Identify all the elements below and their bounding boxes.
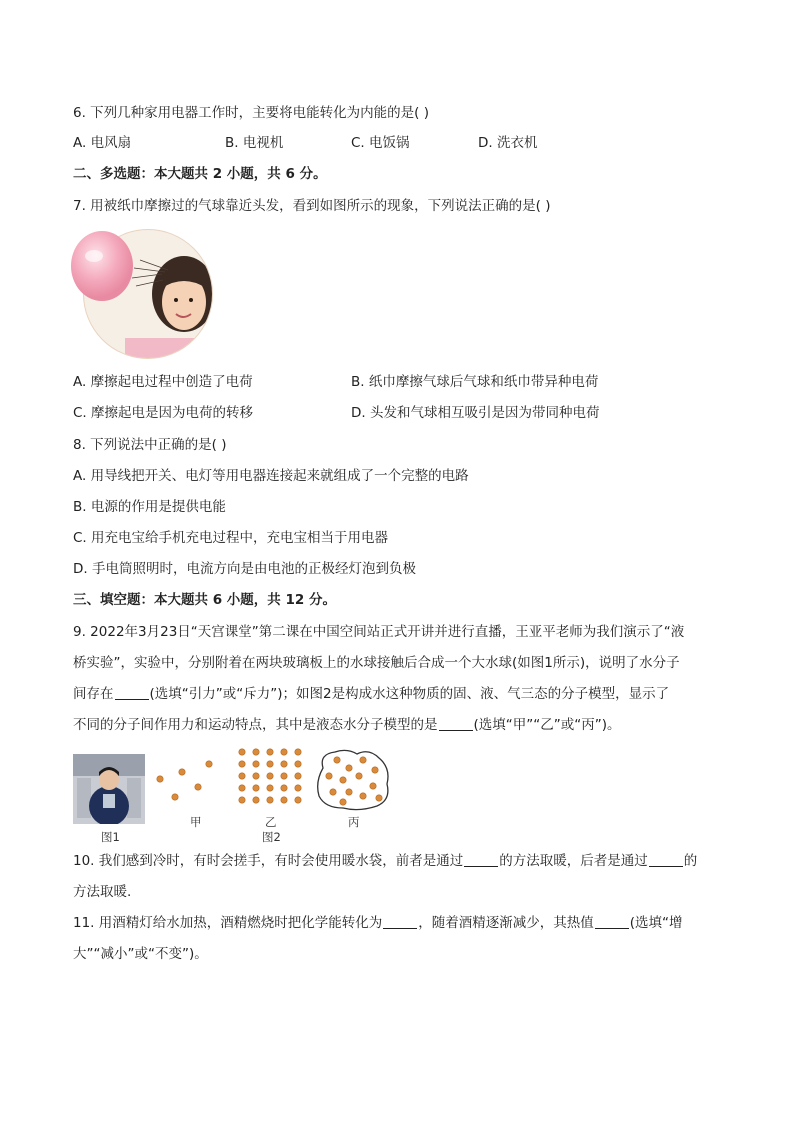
q10-line1-text-b: 的方法取暖，后者是通过 — [499, 853, 648, 869]
solid-molecule — [295, 773, 301, 779]
q9-blank-2[interactable] — [439, 716, 473, 731]
q9-line2: 桥实验”，实验中，分别附着在两块玻璃板上的水球接触后合成一个大水球(如图1所示)，说明了水分子 — [73, 655, 680, 671]
q11-line1-text-c: (选填“增 — [629, 915, 683, 931]
q6-option-c: C. 电饭锅 — [351, 135, 410, 151]
q9-line4 — [73, 715, 621, 735]
solid-molecule — [295, 761, 301, 767]
q11-blank-2[interactable] — [595, 914, 629, 929]
q10-blank-2[interactable] — [649, 852, 683, 867]
section3-title: 三、填空题：本大题共 6 小题，共 12 分。 — [73, 592, 336, 608]
q6-option-a: A. 电风扇 — [73, 135, 132, 151]
fig2-caption: 图2 — [262, 830, 281, 844]
q9-line4-text-a: 不同的分子间作用力和运动特点，其中是液态水分子模型的是 — [73, 717, 438, 733]
q10-line1-text-a: 10. 我们感到冷时，有时会搓手，有时会使用暖水袋，前者是通过 — [73, 853, 464, 869]
solid-molecule — [239, 797, 245, 803]
solid-molecule — [295, 797, 301, 803]
q7-option-a: A. 摩擦起电过程中创造了电荷 — [73, 374, 253, 390]
q11-line1-text-a: 11. 用酒精灯给水加热，酒精燃烧时把化学能转化为 — [73, 915, 383, 931]
q11-line1 — [73, 913, 683, 933]
solid-molecule — [267, 797, 273, 803]
solid-molecule — [253, 749, 259, 755]
q9-line3-text-b: (选填“引力”或“斥力”)；如图2是构成水这种物质的固、液、气三态的分子模型，显示了 — [149, 686, 670, 702]
q10-blank-1[interactable] — [464, 852, 498, 867]
q11-line2: 大”“减小”或“不变”)。 — [73, 946, 208, 962]
q8-option-b: B. 电源的作用是提供电能 — [73, 499, 226, 515]
section2-title: 二、多选题：本大题共 2 小题，共 6 分。 — [73, 166, 327, 182]
solid-molecule-model — [234, 746, 306, 806]
q11-line1-text-b: ，随着酒精逐渐减少，其热值 — [418, 915, 594, 931]
solid-molecule — [239, 785, 245, 791]
solid-molecule — [267, 761, 273, 767]
q7-option-c: C. 摩擦起电是因为电荷的转移 — [73, 405, 254, 421]
q11-blank-1[interactable] — [383, 914, 417, 929]
solid-molecule — [281, 797, 287, 803]
q9-blank-1[interactable] — [115, 685, 149, 700]
solid-molecule — [253, 797, 259, 803]
q8-option-a: A. 用导线把开关、电灯等用电器连接起来就组成了一个完整的电路 — [73, 468, 469, 484]
q10-line2: 方法取暖. — [73, 884, 132, 900]
q9-line3 — [73, 684, 669, 704]
fig1-caption: 图1 — [101, 830, 120, 844]
q9-line4-text-b: (选填“甲”“乙”或“丙”)。 — [473, 717, 621, 733]
q6-stem: 6. 下列几种家用电器工作时，主要将电能转化为内能的是( ) — [73, 105, 429, 121]
solid-molecule — [253, 785, 259, 791]
q6-option-b: B. 电视机 — [225, 135, 284, 151]
solid-molecule — [253, 761, 259, 767]
q8-option-d: D. 手电筒照明时，电流方向是由电池的正极经灯泡到负极 — [73, 561, 416, 577]
q10-line1-text-c: 的 — [683, 853, 698, 869]
liquid-bridge-photo — [73, 754, 145, 824]
q7-stem: 7. 用被纸巾摩擦过的气球靠近头发，看到如图所示的现象，下列说法正确的是( ) — [73, 198, 551, 214]
solid-molecule — [281, 773, 287, 779]
q6-option-d: D. 洗衣机 — [478, 135, 538, 151]
q7-option-d: D. 头发和气球相互吸引是因为带同种电荷 — [351, 405, 600, 421]
q7-option-b: B. 纸巾摩擦气球后气球和纸巾带异种电荷 — [351, 374, 599, 390]
solid-molecule — [267, 749, 273, 755]
solid-molecule — [253, 773, 259, 779]
solid-molecule — [239, 749, 245, 755]
solid-molecule — [295, 749, 301, 755]
q10-line1 — [73, 851, 697, 871]
solid-molecule — [281, 749, 287, 755]
solid-molecule — [267, 773, 273, 779]
solid-molecule — [295, 785, 301, 791]
solid-molecule — [281, 785, 287, 791]
gas-molecule-model — [152, 754, 218, 806]
balloon-hair-photo — [70, 228, 220, 362]
solid-molecule — [281, 761, 287, 767]
solid-molecule — [239, 773, 245, 779]
q9-line3-text-a: 间存在 — [73, 686, 114, 702]
q8-stem: 8. 下列说法中正确的是( ) — [73, 437, 227, 453]
q8-option-c: C. 用充电宝给手机充电过程中，充电宝相当于用电器 — [73, 530, 389, 546]
liquid-molecule-model — [313, 746, 393, 814]
solid-molecule — [239, 761, 245, 767]
caption-yi: 乙 — [265, 815, 277, 829]
caption-jia: 甲 — [190, 815, 202, 829]
solid-molecule — [267, 785, 273, 791]
q9-line1: 9. 2022年3月23日“天宫课堂”第二课在中国空间站正式开讲并进行直播，王亚平老师为我们演示了“液 — [73, 624, 685, 640]
caption-bing: 丙 — [348, 815, 360, 829]
